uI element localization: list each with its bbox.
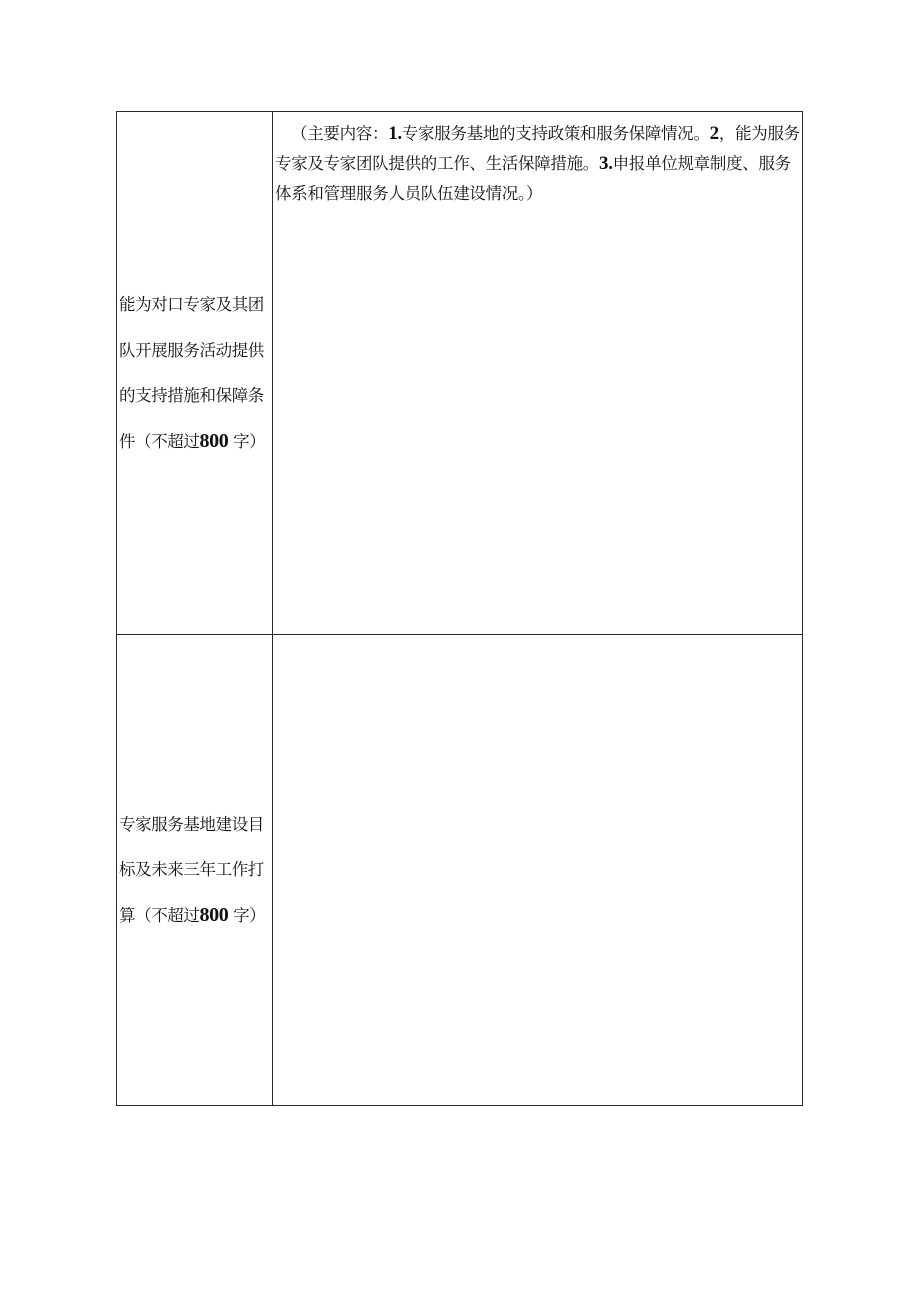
hint-number-1: 1. xyxy=(388,123,402,144)
construction-goals-content-cell[interactable] xyxy=(273,635,802,1105)
application-form-table xyxy=(116,111,803,1106)
construction-goals-label-text: 专家服务基地建设目标及未来三年工作打算（不超过 xyxy=(119,814,264,925)
support-measures-hint xyxy=(273,112,802,209)
construction-goals-label-cell xyxy=(117,635,273,1105)
construction-goals-label-suffix: 字） xyxy=(228,905,266,925)
support-measures-row xyxy=(117,112,802,635)
construction-goals-word-limit: 800 xyxy=(199,903,229,926)
support-measures-word-limit: 800 xyxy=(199,429,229,452)
hint-point-3: 申报单位规章制度、服务体系和管理服务人员队伍建设情况。） xyxy=(275,154,791,203)
hint-number-2: 2 xyxy=(709,123,719,144)
support-measures-label-text: 能为对口专家及其团队开展服务活动提供的支持措施和保障条件（不超过 xyxy=(119,295,264,451)
support-measures-content-cell[interactable] xyxy=(273,112,802,634)
hint-open: （主要内容： xyxy=(291,124,389,143)
hint-point-2: ，能为服务专家及专家团队提供的工作、生活保障措施。 xyxy=(275,124,800,173)
support-measures-label-suffix: 字） xyxy=(228,431,266,451)
construction-goals-label xyxy=(117,802,272,939)
support-measures-label xyxy=(117,282,272,464)
construction-goals-row xyxy=(117,635,802,1105)
hint-number-3: 3. xyxy=(599,153,613,174)
hint-point-1: 专家服务基地的支持政策和服务保障情况。 xyxy=(401,124,710,143)
support-measures-label-cell xyxy=(117,112,273,634)
